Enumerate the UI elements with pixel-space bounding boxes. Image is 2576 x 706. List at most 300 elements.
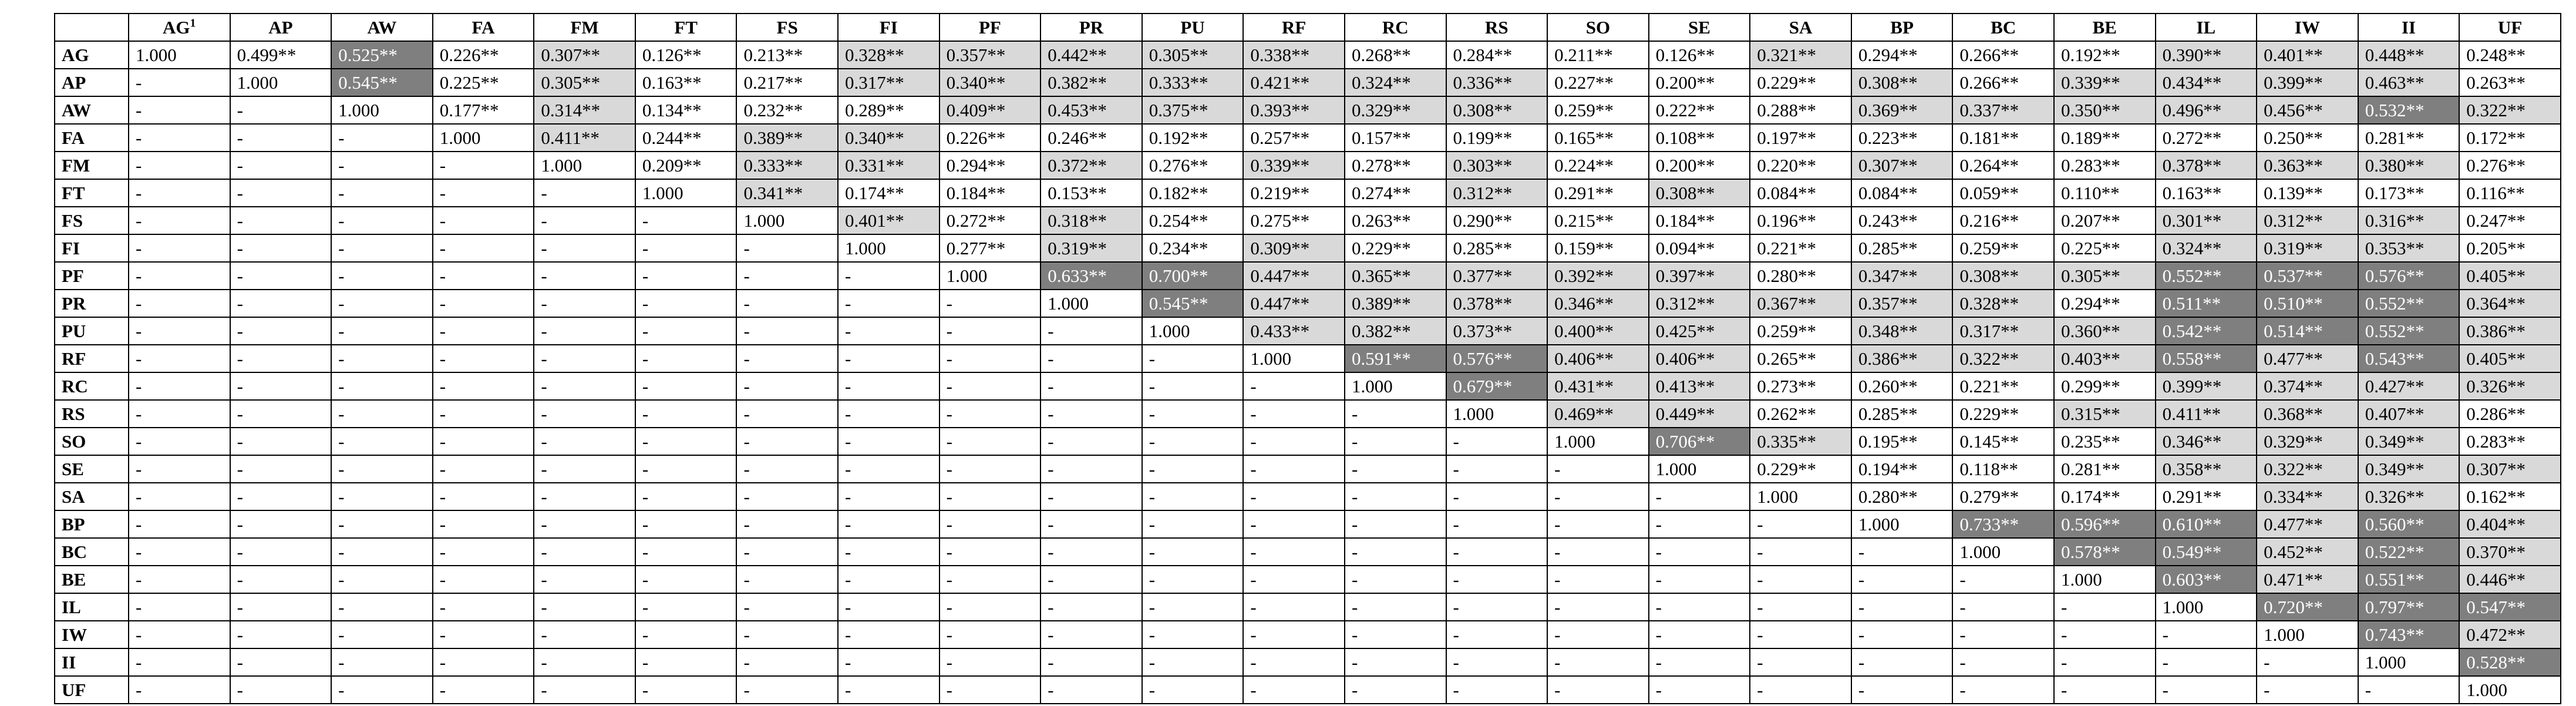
column-header-pr bbox=[1040, 14, 1142, 41]
table-cell: - bbox=[1040, 400, 1142, 428]
table-cell: 0.525** bbox=[331, 41, 433, 69]
table-cell: - bbox=[230, 234, 332, 262]
table-cell: 0.226** bbox=[940, 124, 1041, 152]
column-header-pf bbox=[940, 14, 1041, 41]
table-cell: 0.285** bbox=[1851, 234, 1953, 262]
table-row-se bbox=[55, 455, 2561, 483]
table-cell: - bbox=[2156, 621, 2257, 648]
table-cell: - bbox=[230, 179, 332, 207]
table-cell: - bbox=[331, 400, 433, 428]
table-cell: - bbox=[1345, 621, 1446, 648]
table-cell: - bbox=[838, 621, 940, 648]
table-cell: 0.348** bbox=[1851, 317, 1953, 345]
table-cell: 0.472** bbox=[2459, 621, 2561, 648]
correlation-table bbox=[54, 13, 2561, 704]
table-cell: 0.281** bbox=[2054, 455, 2156, 483]
table-cell: - bbox=[1243, 372, 1345, 400]
table-cell: 0.552** bbox=[2358, 290, 2460, 317]
table-cell: - bbox=[331, 124, 433, 152]
table-cell: - bbox=[1750, 621, 1851, 648]
table-cell: 0.217** bbox=[736, 69, 838, 96]
table-cell: 0.364** bbox=[2459, 290, 2561, 317]
table-cell: 0.134** bbox=[635, 96, 737, 124]
table-cell: - bbox=[736, 455, 838, 483]
table-cell: 0.340** bbox=[838, 124, 940, 152]
row-header: PR bbox=[55, 290, 129, 317]
table-cell: 0.447** bbox=[1243, 262, 1345, 290]
table-cell: 0.367** bbox=[1750, 290, 1851, 317]
table-cell: - bbox=[534, 566, 635, 593]
column-header-label: SO bbox=[1585, 17, 1611, 38]
table-cell: - bbox=[635, 262, 737, 290]
table-cell: - bbox=[1952, 566, 2054, 593]
table-cell: 0.389** bbox=[1345, 290, 1446, 317]
table-cell: 0.108** bbox=[1649, 124, 1750, 152]
table-cell: - bbox=[736, 345, 838, 372]
table-cell: 0.406** bbox=[1649, 345, 1750, 372]
table-cell: 1.000 bbox=[2459, 676, 2561, 704]
table-cell: - bbox=[129, 676, 230, 704]
table-cell: - bbox=[331, 317, 433, 345]
table-row-ii bbox=[55, 648, 2561, 676]
table-cell: 0.339** bbox=[1243, 152, 1345, 179]
table-cell: 0.145** bbox=[1952, 428, 2054, 455]
table-cell: - bbox=[129, 124, 230, 152]
table-cell: 0.278** bbox=[1345, 152, 1446, 179]
table-cell: 0.314** bbox=[534, 96, 635, 124]
table-cell: - bbox=[736, 676, 838, 704]
table-cell: - bbox=[1750, 648, 1851, 676]
table-cell: 0.316** bbox=[2358, 207, 2460, 234]
table-cell: 0.532** bbox=[2358, 96, 2460, 124]
table-cell: - bbox=[534, 455, 635, 483]
table-cell: - bbox=[534, 317, 635, 345]
table-cell: - bbox=[433, 152, 534, 179]
table-cell: - bbox=[635, 345, 737, 372]
table-cell: - bbox=[1142, 400, 1244, 428]
table-cell: - bbox=[1142, 372, 1244, 400]
table-cell: 1.000 bbox=[230, 69, 332, 96]
table-cell: 0.307** bbox=[2459, 455, 2561, 483]
table-cell: - bbox=[1345, 510, 1446, 538]
table-cell: - bbox=[1243, 428, 1345, 455]
table-cell: 0.305** bbox=[2054, 262, 2156, 290]
table-cell: 0.368** bbox=[2257, 400, 2358, 428]
table-cell: 0.272** bbox=[940, 207, 1041, 234]
table-cell: 0.215** bbox=[1547, 207, 1649, 234]
table-cell: - bbox=[534, 538, 635, 566]
table-cell: - bbox=[1142, 428, 1244, 455]
table-cell: 0.321** bbox=[1750, 41, 1851, 69]
table-cell: 0.194** bbox=[1851, 455, 1953, 483]
table-cell: 0.192** bbox=[2054, 41, 2156, 69]
table-cell: 0.319** bbox=[2257, 234, 2358, 262]
table-cell: 0.452** bbox=[2257, 538, 2358, 566]
table-cell: - bbox=[1649, 593, 1750, 621]
table-row-pr bbox=[55, 290, 2561, 317]
table-cell: - bbox=[1040, 538, 1142, 566]
row-header: BE bbox=[55, 566, 129, 593]
table-cell: 0.294** bbox=[2054, 290, 2156, 317]
table-cell: - bbox=[1750, 510, 1851, 538]
table-cell: 1.000 bbox=[331, 96, 433, 124]
row-header: FT bbox=[55, 179, 129, 207]
table-cell: - bbox=[331, 676, 433, 704]
column-header-be bbox=[2054, 14, 2156, 41]
table-cell: - bbox=[129, 69, 230, 96]
table-cell: 0.303** bbox=[1446, 152, 1548, 179]
table-cell: 0.250** bbox=[2257, 124, 2358, 152]
table-cell: 0.545** bbox=[331, 69, 433, 96]
table-cell: - bbox=[1243, 593, 1345, 621]
table-cell: 1.000 bbox=[2358, 648, 2460, 676]
table-cell: 0.386** bbox=[2459, 317, 2561, 345]
table-cell: 0.254** bbox=[1142, 207, 1244, 234]
table-cell: 0.163** bbox=[2156, 179, 2257, 207]
table-row-rc bbox=[55, 372, 2561, 400]
table-cell: - bbox=[534, 372, 635, 400]
column-header-label: II bbox=[2401, 17, 2416, 38]
table-cell: - bbox=[1040, 510, 1142, 538]
table-cell: - bbox=[230, 593, 332, 621]
table-cell: - bbox=[736, 234, 838, 262]
table-cell: - bbox=[1040, 676, 1142, 704]
table-cell: 0.118** bbox=[1952, 455, 2054, 483]
table-cell: - bbox=[230, 455, 332, 483]
table-cell: - bbox=[129, 566, 230, 593]
table-cell: - bbox=[433, 290, 534, 317]
table-cell: - bbox=[736, 428, 838, 455]
table-cell: - bbox=[838, 455, 940, 483]
table-cell: - bbox=[331, 510, 433, 538]
table-cell: 0.336** bbox=[1446, 69, 1548, 96]
table-cell: 0.084** bbox=[1750, 179, 1851, 207]
table-cell: - bbox=[230, 510, 332, 538]
table-cell: 1.000 bbox=[2054, 566, 2156, 593]
table-row-bp bbox=[55, 510, 2561, 538]
table-cell: - bbox=[1345, 676, 1446, 704]
table-cell: - bbox=[1243, 621, 1345, 648]
table-cell: 0.400** bbox=[1547, 317, 1649, 345]
table-cell: - bbox=[534, 234, 635, 262]
table-cell: - bbox=[1446, 621, 1548, 648]
table-cell: - bbox=[331, 566, 433, 593]
table-cell: - bbox=[1243, 510, 1345, 538]
table-cell: 0.326** bbox=[2459, 372, 2561, 400]
table-cell: - bbox=[1649, 483, 1750, 510]
column-header-label: SE bbox=[1688, 17, 1710, 38]
table-cell: 0.294** bbox=[940, 152, 1041, 179]
table-cell: - bbox=[2156, 648, 2257, 676]
table-cell: 0.211** bbox=[1547, 41, 1649, 69]
table-cell: - bbox=[433, 510, 534, 538]
table-cell: 0.399** bbox=[2257, 69, 2358, 96]
table-cell: - bbox=[1040, 317, 1142, 345]
table-cell: - bbox=[736, 510, 838, 538]
table-cell: 0.308** bbox=[1952, 262, 2054, 290]
table-cell: - bbox=[230, 538, 332, 566]
table-cell: 0.576** bbox=[1446, 345, 1548, 372]
table-cell: - bbox=[940, 621, 1041, 648]
table-cell: 0.199** bbox=[1446, 124, 1548, 152]
table-cell: 0.244** bbox=[635, 124, 737, 152]
table-cell: - bbox=[736, 593, 838, 621]
table-cell: - bbox=[433, 179, 534, 207]
table-cell: 0.329** bbox=[1345, 96, 1446, 124]
column-header-so bbox=[1547, 14, 1649, 41]
table-row-so bbox=[55, 428, 2561, 455]
table-cell: 0.266** bbox=[1952, 41, 2054, 69]
table-cell: - bbox=[1345, 593, 1446, 621]
table-cell: - bbox=[838, 648, 940, 676]
table-cell: - bbox=[1851, 538, 1953, 566]
table-cell: 0.407** bbox=[2358, 400, 2460, 428]
table-cell: - bbox=[940, 317, 1041, 345]
column-header-label: SA bbox=[1789, 17, 1813, 38]
table-cell: - bbox=[1040, 648, 1142, 676]
table-cell: 0.322** bbox=[1952, 345, 2054, 372]
table-cell: 0.200** bbox=[1649, 152, 1750, 179]
table-cell: 0.213** bbox=[736, 41, 838, 69]
table-cell: 0.331** bbox=[838, 152, 940, 179]
table-cell: - bbox=[331, 428, 433, 455]
table-cell: 0.290** bbox=[1446, 207, 1548, 234]
table-cell: 0.184** bbox=[1649, 207, 1750, 234]
table-cell: 0.392** bbox=[1547, 262, 1649, 290]
row-header: RF bbox=[55, 345, 129, 372]
table-cell: 0.224** bbox=[1547, 152, 1649, 179]
table-cell: 0.338** bbox=[1243, 41, 1345, 69]
table-cell: - bbox=[940, 676, 1041, 704]
table-cell: - bbox=[230, 345, 332, 372]
table-cell: 0.510** bbox=[2257, 290, 2358, 317]
table-cell: - bbox=[940, 593, 1041, 621]
corner-cell bbox=[55, 14, 129, 41]
table-cell: 0.229** bbox=[1345, 234, 1446, 262]
table-cell: - bbox=[1243, 648, 1345, 676]
table-cell: 0.679** bbox=[1446, 372, 1548, 400]
column-header-rs bbox=[1446, 14, 1548, 41]
table-cell: 0.374** bbox=[2257, 372, 2358, 400]
column-header-fa bbox=[433, 14, 534, 41]
table-cell: 0.328** bbox=[1952, 290, 2054, 317]
table-cell: 0.333** bbox=[736, 152, 838, 179]
table-cell: - bbox=[838, 372, 940, 400]
table-cell: 0.205** bbox=[2459, 234, 2561, 262]
column-header-label: PF bbox=[978, 17, 1001, 38]
table-row-fi bbox=[55, 234, 2561, 262]
table-cell: - bbox=[838, 290, 940, 317]
table-cell: 0.225** bbox=[433, 69, 534, 96]
table-cell: - bbox=[1547, 648, 1649, 676]
table-cell: - bbox=[1547, 621, 1649, 648]
table-cell: - bbox=[1040, 593, 1142, 621]
row-header: AG bbox=[55, 41, 129, 69]
table-cell: - bbox=[940, 290, 1041, 317]
table-cell: - bbox=[129, 372, 230, 400]
table-body bbox=[55, 41, 2561, 704]
table-cell: - bbox=[1040, 566, 1142, 593]
table-cell: - bbox=[838, 262, 940, 290]
table-cell: 1.000 bbox=[736, 207, 838, 234]
table-cell: - bbox=[940, 538, 1041, 566]
table-cell: 0.274** bbox=[1345, 179, 1446, 207]
table-cell: 0.552** bbox=[2156, 262, 2257, 290]
column-header-bp bbox=[1851, 14, 1953, 41]
column-header-label: PR bbox=[1079, 17, 1104, 38]
table-cell: 0.349** bbox=[2358, 428, 2460, 455]
table-cell: 0.283** bbox=[2054, 152, 2156, 179]
table-cell: 1.000 bbox=[1040, 290, 1142, 317]
table-cell: 0.372** bbox=[1040, 152, 1142, 179]
table-cell: 1.000 bbox=[1952, 538, 2054, 566]
table-cell: 0.720** bbox=[2257, 593, 2358, 621]
table-cell: 0.547** bbox=[2459, 593, 2561, 621]
column-header-label: FA bbox=[472, 17, 495, 38]
table-cell: 0.163** bbox=[635, 69, 737, 96]
table-cell: 0.094** bbox=[1649, 234, 1750, 262]
table-cell: - bbox=[1952, 593, 2054, 621]
table-cell: - bbox=[433, 621, 534, 648]
table-cell: - bbox=[230, 400, 332, 428]
row-header: FM bbox=[55, 152, 129, 179]
table-cell: - bbox=[1446, 676, 1548, 704]
table-row-sa bbox=[55, 483, 2561, 510]
table-cell: - bbox=[1446, 455, 1548, 483]
table-cell: - bbox=[331, 207, 433, 234]
table-cell: 0.110** bbox=[2054, 179, 2156, 207]
table-row-fa bbox=[55, 124, 2561, 152]
table-cell: 0.268** bbox=[1345, 41, 1446, 69]
table-cell: - bbox=[1040, 428, 1142, 455]
table-cell: 0.456** bbox=[2257, 96, 2358, 124]
table-cell: 0.471** bbox=[2257, 566, 2358, 593]
table-cell: 0.184** bbox=[940, 179, 1041, 207]
table-cell: 0.337** bbox=[1952, 96, 2054, 124]
table-cell: - bbox=[1649, 510, 1750, 538]
table-cell: 0.243** bbox=[1851, 207, 1953, 234]
table-cell: - bbox=[635, 648, 737, 676]
table-cell: 0.301** bbox=[2156, 207, 2257, 234]
table-cell: - bbox=[433, 676, 534, 704]
column-header-il bbox=[2156, 14, 2257, 41]
table-cell: - bbox=[129, 400, 230, 428]
table-cell: - bbox=[534, 621, 635, 648]
column-header-uf bbox=[2459, 14, 2561, 41]
table-cell: - bbox=[433, 207, 534, 234]
table-cell: - bbox=[1851, 566, 1953, 593]
table-cell: - bbox=[940, 400, 1041, 428]
table-cell: - bbox=[230, 262, 332, 290]
table-cell: - bbox=[2257, 676, 2358, 704]
table-cell: 0.317** bbox=[838, 69, 940, 96]
table-cell: - bbox=[230, 96, 332, 124]
table-cell: - bbox=[736, 566, 838, 593]
column-header-rf bbox=[1243, 14, 1345, 41]
table-cell: - bbox=[1142, 676, 1244, 704]
table-cell: - bbox=[1243, 483, 1345, 510]
table-cell: - bbox=[2156, 676, 2257, 704]
table-row-fs bbox=[55, 207, 2561, 234]
table-cell: - bbox=[1446, 648, 1548, 676]
table-cell: 0.363** bbox=[2257, 152, 2358, 179]
table-cell: - bbox=[1952, 621, 2054, 648]
table-cell: - bbox=[838, 676, 940, 704]
table-cell: 0.263** bbox=[1345, 207, 1446, 234]
table-cell: 1.000 bbox=[1649, 455, 1750, 483]
table-row-aw bbox=[55, 96, 2561, 124]
table-cell: 0.197** bbox=[1750, 124, 1851, 152]
table-row-pu bbox=[55, 317, 2561, 345]
table-cell: - bbox=[940, 372, 1041, 400]
table-cell: - bbox=[129, 510, 230, 538]
table-cell: - bbox=[129, 152, 230, 179]
table-cell: - bbox=[534, 428, 635, 455]
row-header: AP bbox=[55, 69, 129, 96]
table-cell: - bbox=[635, 317, 737, 345]
row-header: BP bbox=[55, 510, 129, 538]
table-cell: - bbox=[940, 483, 1041, 510]
table-cell: 1.000 bbox=[534, 152, 635, 179]
table-cell: - bbox=[635, 290, 737, 317]
table-cell: 0.126** bbox=[635, 41, 737, 69]
table-cell: 0.448** bbox=[2358, 41, 2460, 69]
table-cell: 0.390** bbox=[2156, 41, 2257, 69]
table-cell: 0.216** bbox=[1952, 207, 2054, 234]
table-cell: - bbox=[1142, 510, 1244, 538]
table-cell: 0.576** bbox=[2358, 262, 2460, 290]
table-cell: 0.329** bbox=[2257, 428, 2358, 455]
table-cell: - bbox=[433, 648, 534, 676]
table-cell: - bbox=[2257, 648, 2358, 676]
table-cell: - bbox=[736, 262, 838, 290]
table-cell: - bbox=[635, 428, 737, 455]
table-cell: - bbox=[1446, 566, 1548, 593]
table-cell: 0.596** bbox=[2054, 510, 2156, 538]
table-cell: 0.173** bbox=[2358, 179, 2460, 207]
table-cell: 0.226** bbox=[433, 41, 534, 69]
row-header: AW bbox=[55, 96, 129, 124]
table-cell: - bbox=[534, 648, 635, 676]
table-cell: 0.357** bbox=[1851, 290, 1953, 317]
table-cell: 0.315** bbox=[2054, 400, 2156, 428]
table-cell: - bbox=[230, 648, 332, 676]
table-cell: 0.322** bbox=[2459, 96, 2561, 124]
table-cell: - bbox=[635, 510, 737, 538]
table-cell: 0.434** bbox=[2156, 69, 2257, 96]
table-cell: 0.229** bbox=[1750, 69, 1851, 96]
table-cell: - bbox=[1547, 676, 1649, 704]
table-cell: - bbox=[1649, 676, 1750, 704]
table-cell: - bbox=[1649, 648, 1750, 676]
table-cell: 0.246** bbox=[1040, 124, 1142, 152]
table-cell: 0.421** bbox=[1243, 69, 1345, 96]
table-cell: - bbox=[1649, 538, 1750, 566]
table-cell: 1.000 bbox=[940, 262, 1041, 290]
table-cell: - bbox=[230, 207, 332, 234]
table-cell: 0.305** bbox=[534, 69, 635, 96]
table-cell: 0.116** bbox=[2459, 179, 2561, 207]
table-cell: - bbox=[635, 621, 737, 648]
table-cell: - bbox=[129, 317, 230, 345]
table-cell: - bbox=[230, 428, 332, 455]
table-cell: 0.317** bbox=[1952, 317, 2054, 345]
table-cell: - bbox=[129, 621, 230, 648]
table-cell: 0.551** bbox=[2358, 566, 2460, 593]
table-cell: - bbox=[331, 455, 433, 483]
table-cell: - bbox=[1142, 593, 1244, 621]
table-cell: - bbox=[1040, 372, 1142, 400]
